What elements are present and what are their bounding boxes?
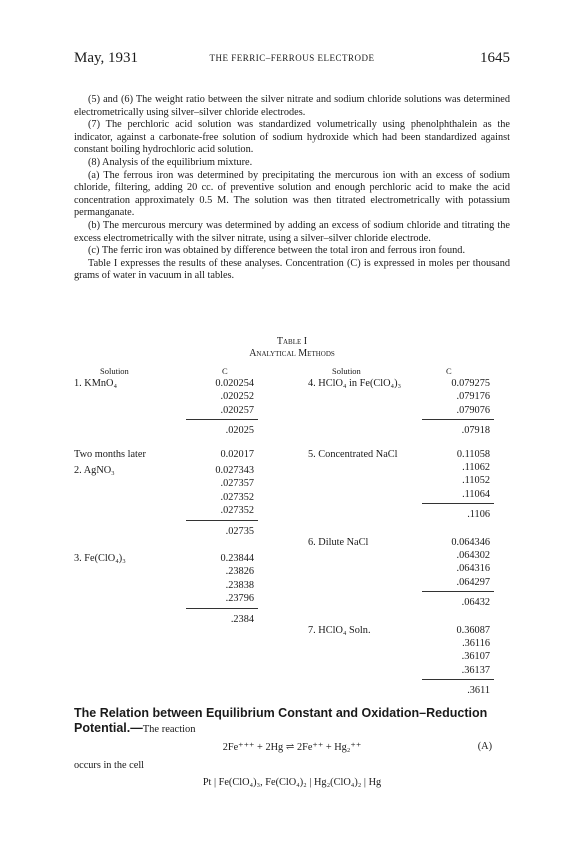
paragraph: (8) Analysis of the equilibrium mixture. [88, 156, 253, 168]
column-header: C [446, 366, 452, 376]
concentration-value: .079176 [456, 391, 490, 403]
solution-label: 3. Fe(ClO₄)₃ [74, 553, 126, 564]
section-heading-rest: The reaction [142, 724, 196, 735]
section-heading [74, 706, 510, 737]
concentration-value: 0.11058 [456, 448, 490, 460]
mean-value: .2384 [230, 613, 254, 625]
table-rule [186, 608, 258, 609]
paragraph: (5) and (6) The weight ratio between the silver nitrate and sodium chloride solutions was determined electrometrically using silver–silver chloride electrodes. [74, 94, 510, 118]
equation-label: (A) [477, 741, 492, 752]
concentration-value: .36116 [462, 638, 490, 649]
table-rule [422, 419, 494, 420]
solution-label: 6. Dilute NaCl [308, 536, 369, 548]
concentration-value: .23826 [225, 566, 254, 578]
paragraph: (c) The ferric iron was obtained by difference between the total iron and ferrous iron found. [88, 245, 466, 257]
table-rule [186, 520, 258, 521]
solution-label: 5. Concentrated NaCl [308, 448, 398, 460]
table-title: Analytical Methods [249, 348, 335, 360]
table-number: Table I [276, 336, 308, 347]
table-rule [422, 679, 494, 680]
concentration-value: .064302 [456, 550, 490, 561]
table-caption [74, 336, 510, 361]
concentration-value: 0.23844 [220, 553, 254, 564]
header-page-number: 1645 [480, 50, 510, 66]
column-header: C [222, 366, 228, 376]
table-rule [422, 503, 494, 504]
concentration-value: 0.079275 [451, 378, 490, 389]
table-rule [186, 419, 258, 420]
solution-label: 1. KMnO₄ [74, 378, 118, 389]
concentration-value: .23796 [225, 593, 254, 605]
solution-label: 7. HClO₄ Soln. [308, 624, 371, 636]
concentration-value: 0.027343 [215, 465, 254, 476]
concentration-value: .11062 [462, 462, 490, 473]
analysis-table [74, 361, 510, 701]
concentration-value: .36137 [461, 664, 490, 676]
solution-label: 4. HClO₄ in Fe(ClO₄)₃ [308, 378, 402, 389]
paragraph: (b) The mercurous mercury was determined by adding an excess of sodium chloride and titrating the excess electrometrically with the silver nitrate, using a silver–silver chloride electrode. [74, 219, 510, 244]
concentration-value: .027352 [220, 505, 254, 517]
solution-label: 2. AgNO₃ [74, 465, 115, 476]
concentration-value: .020252 [220, 391, 254, 403]
column-header: Solution [332, 366, 361, 376]
concentration-value: .11064 [462, 488, 490, 500]
section-heading-title: The Relation between Equilibrium Constant and Oxidation–Reduction Potential.— [74, 706, 488, 735]
paragraph: (a) The ferrous iron was determined by precipitating the mercurous ion with an excess of sodium chloride, filtering, adding 20 cc. of preventive solution and enough perchloric acid to make the acid concentration approximately 0.5 M. The solution was then titrated electrometrically with potassium permanganate. [74, 169, 510, 219]
concentration-value: .079076 [456, 404, 490, 416]
equation-text: 2Fe⁺⁺⁺ + 2Hg ⇌ 2Fe⁺⁺ + Hg₂⁺⁺ [222, 742, 362, 753]
mean-value: .07918 [461, 425, 490, 437]
concentration-value: 0.02017 [220, 448, 254, 460]
concentration-value: .064316 [456, 563, 490, 575]
concentration-value: 0.020254 [215, 378, 254, 389]
cell-diagram: Pt | Fe(ClO₄)₃, Fe(ClO₄)₂ | Hg₂(ClO₄)₂ | Hg [202, 777, 382, 788]
concentration-value: .027352 [220, 491, 254, 503]
concentration-value: .020257 [220, 404, 254, 416]
paragraph: Table I expresses the results of these analyses. Concentration (C) is expressed in moles per thousand grams of water in vacuum in all tables. [74, 257, 510, 282]
concentration-value: 0.064346 [451, 536, 490, 548]
concentration-value: .36107 [461, 651, 490, 663]
mean-value: .02025 [225, 425, 254, 437]
header-title: THE FERRIC–FERROUS ELECTRODE [209, 53, 375, 63]
mean-value: .1106 [467, 509, 490, 521]
header-date: May, 1931 [74, 50, 139, 66]
concentration-value: 0.36087 [456, 624, 490, 636]
concentration-value: .23838 [225, 579, 254, 591]
paragraph: (7) The perchloric acid solution was standardized volumetrically using phenolphthalein as the indicator, against a carbonate-free solution of sodium hydroxide which had been standardized against constant boiling hydrochloric acid solution. [74, 119, 510, 156]
concentration-value: .11052 [462, 475, 490, 487]
body-text [74, 94, 510, 283]
mean-value: .02735 [225, 525, 254, 537]
column-header: Solution [100, 366, 129, 376]
table-rule [422, 591, 494, 592]
running-header [74, 50, 510, 70]
solution-label: Two months later [74, 448, 146, 460]
concentration-value: .064297 [456, 576, 490, 588]
cell-intro: occurs in the cell [74, 760, 145, 771]
mean-value: .06432 [461, 597, 490, 609]
mean-value: .3611 [467, 685, 490, 697]
concentration-value: .027357 [220, 478, 254, 490]
